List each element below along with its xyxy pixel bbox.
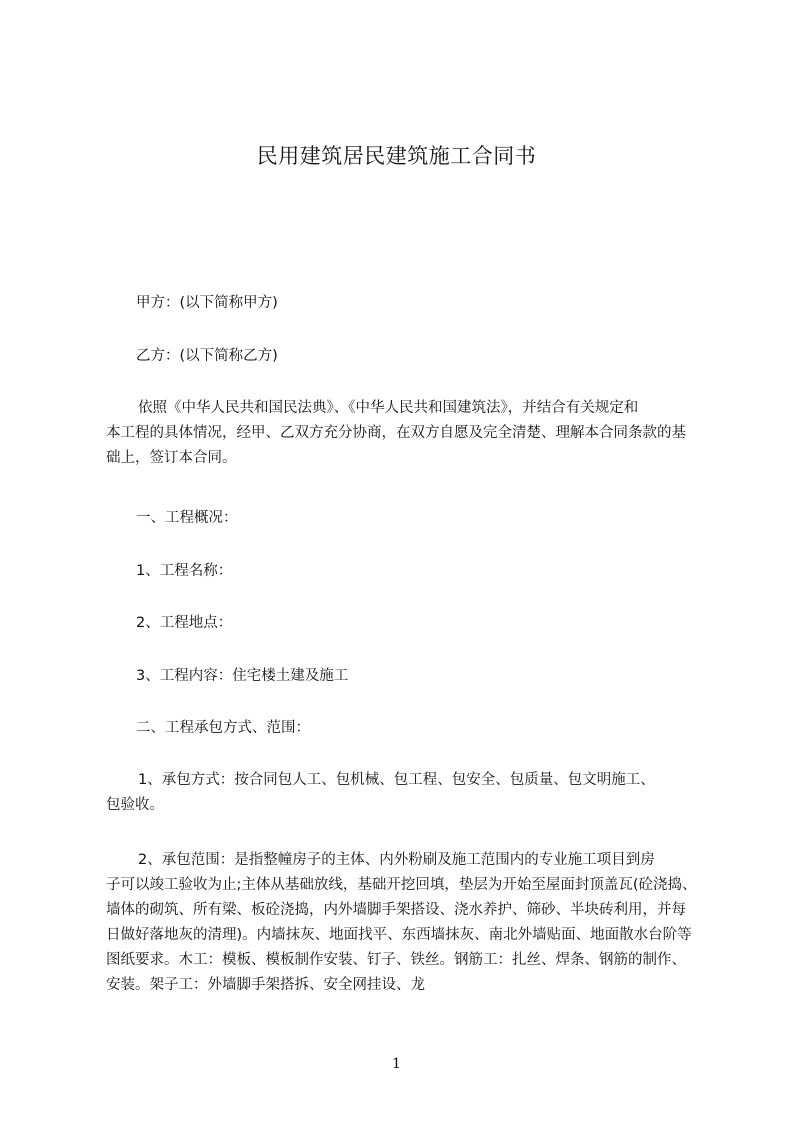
party-a-line: 甲方：(以下简称甲方) [136, 295, 278, 311]
contract-scope-rest: 子可以竣工验收为止;主体从基础放线，基础开挖回填，垫层为开始至屋面封顶盖瓦(砼浇捣、墙体的砌筑、所有梁、板砼浇捣，内外墙脚手架搭设、浇水养护、筛砂、半块砖利用，并每日做好落地灰的清理)。内墙抹灰、地面找平、东西墙抹灰、南北外墙贴面、地面散水台阶等图纸要求。木工：模板、模板制作安装、钉子、铁丝。钢筋工：扎丝、焊条、钢筋的制作、安装。架子工：外墙脚手架搭拆、安全网挂设、龙 [106, 877, 697, 993]
contract-scope-paragraph [106, 848, 698, 998]
section-1-heading: 一、工程概况： [136, 510, 238, 526]
intro-rest: 本工程的具体情况，经甲、乙双方充分协商，在双方自愿及完全清楚、理解本合同条款的基础上，签订本合同。 [106, 425, 686, 466]
contract-scope-first-line: 2、承包范围：是指整幢房子的主体、内外粉刷及施工范围内的专业施工项目到房 [138, 852, 655, 868]
intro-first-line: 依照《中华人民共和国民法典》、《中华人民共和国建筑法》，并结合有关规定和 [138, 400, 639, 416]
section-2-heading: 二、工程承包方式、范围： [136, 720, 310, 736]
project-name-line: 1、工程名称： [136, 563, 233, 579]
contract-method-first-line: 1、承包方式：按合同包人工、包机械、包工程、包安全、包质量、包文明施工、 [138, 772, 655, 788]
page-number: 1 [392, 1056, 401, 1072]
contract-method-rest: 包验收。 [106, 797, 164, 813]
document-title: 民用建筑居民建筑施工合同书 [256, 144, 537, 168]
project-content-line: 3、工程内容：住宅楼土建及施工 [136, 668, 349, 684]
party-b-line: 乙方：(以下简称乙方) [136, 348, 278, 364]
intro-paragraph [106, 396, 698, 471]
project-location-line: 2、工程地点： [136, 615, 233, 631]
contract-method-paragraph [106, 768, 698, 818]
